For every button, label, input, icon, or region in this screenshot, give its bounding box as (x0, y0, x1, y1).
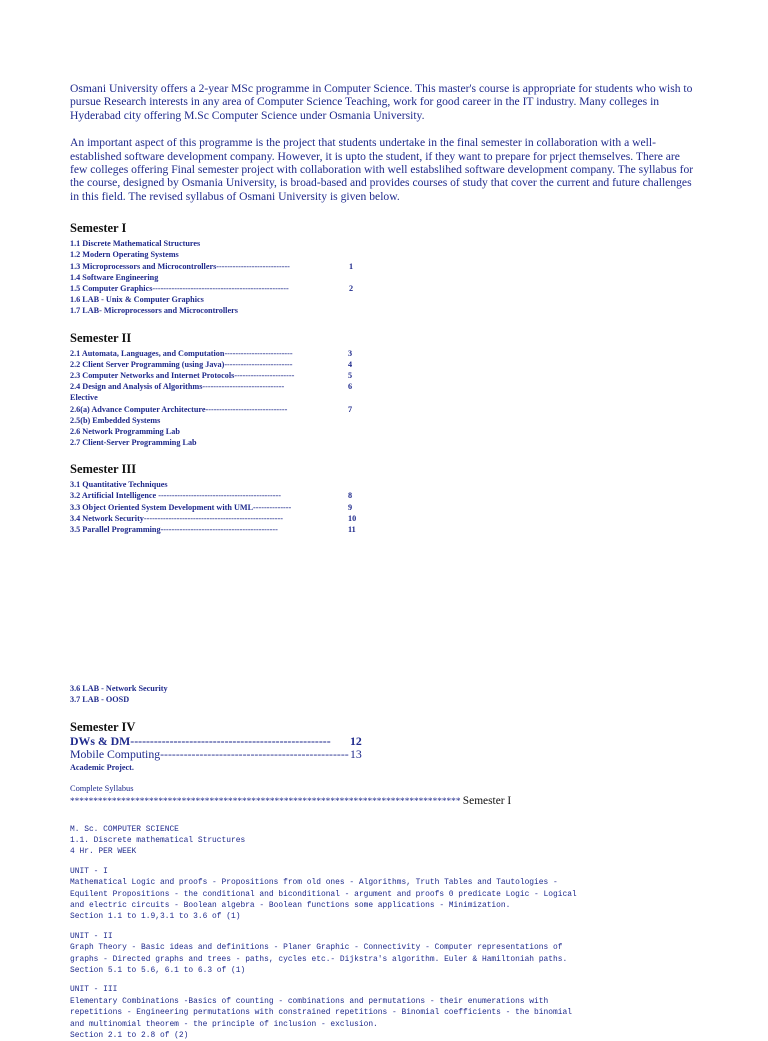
star-divider-semester-label: Semester I (462, 794, 512, 807)
syllabus-unit-3-line: Elementary Combinations -Basics of counting - combinations and permutations - their enumerations with (70, 996, 549, 1006)
toc-row[interactable] (70, 502, 698, 513)
toc-row[interactable] (70, 359, 698, 370)
syllabus-unit-1-line: Section 1.1 to 1.9,3.1 to 3.6 of (1) (70, 912, 241, 922)
toc-row-label: 3.4 Network Security--------------------------------------------------- (70, 513, 283, 523)
toc-page-number: 12 (350, 733, 362, 748)
lab-item[interactable]: 3.6 LAB - Network Security (70, 684, 168, 694)
semester-4-section (70, 720, 698, 773)
syllabus-unit-2-line: Section 5.1 to 5.6, 6.1 to 6.3 of (1) (70, 966, 246, 976)
toc-row[interactable] (70, 404, 698, 415)
toc-row-label: 2.1 Automata, Languages, and Computation------------------------- (70, 348, 293, 358)
syllabus-unit-2-line: graphs - Directed graphs and trees - paths, cycles etc.- Dijkstra's algorithm. Euler & Hamiltoniah paths. (70, 954, 568, 964)
intro-paragraph-2: An important aspect of this programme is the project that students undertake in the final semester in collaboration with a well-established software development company. However, it is upto the student, if they want to prepare for prject themselves. There are few colleges offering Final semester project with collaboration with well estabslihed software development company. The syllabus for the course, designed by Osmania University, is broad-based and provides courses of study that cover the current and future challenges in this field. The revised syllabus of Osmani University is given below. (70, 136, 694, 203)
syllabus-unit-1-line: and electric circuits - Boolean algebra - Boolean functions some applications - Minimization. (70, 901, 511, 910)
toc-row-label: 3.2 Artificial Intelligence --------------------------------------------- (70, 491, 281, 501)
toc-page-number: 10 (348, 513, 357, 523)
syllabus-header-line: 4 Hr. PER WEEK (70, 847, 137, 857)
toc-row[interactable] (70, 249, 698, 260)
toc-row-label: 2.7 Client-Server Programming Lab (70, 438, 197, 448)
semester-1-list (70, 238, 698, 316)
toc-page-number: 7 (348, 404, 353, 414)
toc-row-label: 2.2 Client Server Programming (using Java)------------------------- (70, 359, 293, 369)
semester-3-title: Semester III (70, 462, 137, 477)
toc-row-label: 1.3 Microprocessors and Microcontrollers--------------------------- (70, 261, 290, 271)
toc-row-label: 3.3 Object Oriented System Development with UML-------------- (70, 502, 292, 512)
intro-paragraph-1: Osmani University offers a 2-year MSc programme in Computer Science. This master's course is appropriate for students who wish to pursue Research interests in any area of Computer Science Teaching, work for good career in the IT industry. Many colleges in Hyderabad city offering M.Sc Computer Science under Osmania University. (70, 82, 693, 122)
syllabus-header-line: 1.1. Discrete mathematical Structures (70, 835, 246, 845)
syllabus-unit-1-line: UNIT - I (70, 866, 108, 876)
semester-2-section (70, 331, 698, 449)
toc-page-number: 2 (349, 284, 354, 293)
toc-row[interactable] (70, 437, 698, 448)
syllabus-unit-3-line: and multinomial theorem - the principle of inclusion - exclusion. (70, 1019, 378, 1029)
semester-3-list (70, 479, 698, 535)
toc-row-label: 3.1 Quantitative Techniques (70, 480, 168, 490)
star-divider (70, 795, 698, 808)
toc-row[interactable] (70, 272, 698, 283)
toc-page-number: 9 (348, 502, 353, 512)
semester-1-title: Semester I (70, 221, 127, 236)
document-page (70, 82, 698, 1041)
toc-row-mobile-computing[interactable] (70, 748, 698, 762)
toc-row[interactable] (70, 261, 698, 272)
toc-row-label: 1.2 Modern Operating Systems (70, 250, 179, 260)
star-line: ************************************************************************************ (70, 796, 461, 807)
toc-row[interactable] (70, 294, 698, 305)
complete-syllabus-label: Complete Syllabus (70, 783, 134, 793)
toc-row[interactable] (70, 392, 698, 403)
toc-page-number: 8 (348, 491, 353, 501)
toc-row-label: 2.3 Computer Networks and Internet Protocols---------------------- (70, 370, 295, 380)
toc-page-number: 4 (348, 359, 353, 369)
toc-row-label: 1.6 LAB - Unix & Computer Graphics (70, 295, 204, 305)
toc-row[interactable] (70, 370, 698, 381)
toc-row[interactable] (70, 283, 698, 294)
toc-row[interactable] (70, 381, 698, 392)
toc-page-number: 3 (348, 348, 353, 358)
toc-row-label: 2.6 Network Programming Lab (70, 426, 180, 436)
semester-2-title: Semester II (70, 330, 132, 345)
toc-row-label: 3.5 Parallel Programming------------------------------------------- (70, 525, 278, 534)
toc-row[interactable] (70, 238, 698, 249)
toc-page-number: 1 (349, 261, 354, 271)
toc-row[interactable] (70, 524, 698, 535)
syllabus-unit-1-line: Equilent Propositions - the conditional and biconditional - argument and proofs 0 predicate Logic - Logical (70, 889, 577, 899)
toc-row-label: Elective (70, 393, 98, 403)
syllabus-unit-3-line: UNIT - III (70, 985, 118, 995)
academic-project-label: Academic Project. (70, 762, 134, 772)
toc-row-label: 1.4 Software Engineering (70, 272, 159, 282)
toc-page-number: 6 (348, 382, 353, 392)
semester-3-section (70, 462, 698, 705)
syllabus-unit-1-line: Mathematical Logic and proofs - Propositions from old ones - Algorithms, Truth Tables and Tautologies - (70, 878, 558, 888)
syllabus-header-line: M. Sc. COMPUTER SCIENCE (70, 824, 179, 834)
lab-item[interactable]: 3.7 LAB - OOSD (70, 695, 130, 705)
syllabus-unit-2-line: UNIT - II (70, 931, 113, 941)
toc-row-label: 2.4 Design and Analysis of Algorithms------------------------------ (70, 382, 285, 392)
toc-row-label: 1.7 LAB- Microprocessors and Microcontrollers (70, 306, 238, 316)
syllabus-unit-2-line: Graph Theory - Basic ideas and definitions - Planer Graphic - Connectivity - Computer representations of (70, 943, 563, 953)
toc-row-label: 1.5 Computer Graphics-------------------------------------------------- (70, 284, 289, 293)
toc-row-label: 2.5(b) Embedded Systems (70, 415, 161, 425)
toc-row[interactable] (70, 415, 698, 426)
semester-4-title: Semester IV (70, 719, 136, 734)
toc-row-label: Mobile Computing------------------------------------------------ (70, 747, 349, 762)
toc-row[interactable] (70, 479, 698, 490)
toc-row[interactable] (70, 490, 698, 501)
toc-row[interactable] (70, 348, 698, 359)
syllabus-unit-3-line: repetitions - Engineering permutations with constrained repetitions - Binomial coefficients - the binomial (70, 1008, 572, 1018)
toc-row-label: DWs & DM--------------------------------------------------- (70, 733, 331, 748)
toc-page-number: 13 (350, 747, 362, 762)
toc-row[interactable] (70, 426, 698, 437)
toc-row-dws-dm[interactable] (70, 735, 698, 749)
syllabus-body (70, 824, 698, 1041)
toc-page-number: 5 (348, 370, 353, 380)
semester-1-section (70, 221, 698, 316)
semester-2-list (70, 348, 698, 449)
toc-row[interactable] (70, 305, 698, 316)
toc-row-label: 2.6(a) Advance Computer Architecture------------------------------ (70, 404, 288, 414)
syllabus-unit-3-line: Section 2.1 to 2.8 of (2) (70, 1031, 189, 1041)
toc-row[interactable] (70, 513, 698, 524)
toc-page-number: 11 (348, 525, 356, 534)
semester-3-labs (70, 683, 698, 705)
toc-row-label: 1.1 Discrete Mathematical Structures (70, 239, 201, 249)
